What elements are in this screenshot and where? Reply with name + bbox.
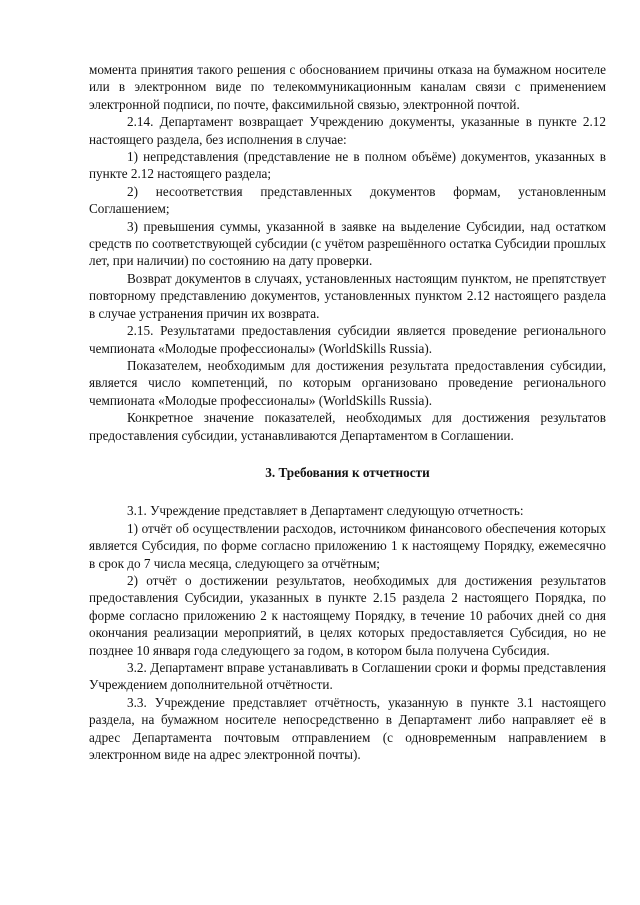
paragraph-indicator: Показателем, необходимым для достижения результата предоставления субсидии, является число компетенций, по которым организовано проведение регионального чемпионата «Молодые профессионалы» (WorldSkills Russia). — [89, 357, 606, 408]
paragraph-3-3: 3.3. Учреждение представляет отчётность, указанную в пункте 3.1 настоящего раздела, на бумажном носителе непосредственно в Департамент либо направляет её в адрес Департамента почтовым отправлением (с одновременным направлением в электронном виде на адрес электронной почты). — [89, 694, 606, 763]
document-page — [89, 61, 606, 763]
paragraph-3-1-item-2: 2) отчёт о достижении результатов, необходимых для достижения результатов предоставления Субсидии, указанных в пункте 2.15 раздела 2 настоящего Порядка, по форме согласно приложению 2 к настоящему Порядку, в течение 10 рабочих дней со дня окончания реализации мероприятий, в целях которых предоставляется Субсидия, но не позднее 10 января года следующего за годом, в котором была получена Субсидия. — [89, 572, 606, 658]
paragraph-indicator-values: Конкретное значение показателей, необходимых для достижения результатов предоставления субсидии, устанавливаются Департаментом в Соглашении. — [89, 410, 606, 443]
paragraph-2-14-item-3: 3) превышения суммы, указанной в заявке на выделение Субсидии, над остатком средств по соответствующей субсидии (с учётом разрешённого остатка Субсидии прошлых лет, при наличии) по состоянию на дату проверки. — [89, 218, 606, 269]
paragraph-3-2: 3.2. Департамент вправе устанавливать в Соглашении сроки и формы представления Учреждением дополнительной отчётности. — [89, 660, 606, 693]
paragraph-2-15: 2.15. Результатами предоставления субсидии является проведение регионального чемпионата «Молодые профессионалы» (WorldSkills Russia). — [89, 323, 606, 356]
section-heading: 3. Требования к отчетности — [265, 464, 430, 480]
paragraph-2-14-item-1: 1) непредставления (представление не в полном объёме) документов, указанных в пункте 2.12 настоящего раздела; — [89, 149, 606, 182]
paragraph-3-1: 3.1. Учреждение представляет в Департамент следующую отчетность: — [127, 503, 524, 519]
paragraph-2-14: 2.14. Департамент возвращает Учреждению документы, указанные в пункте 2.12 настоящего раздела, без исполнения в случае: — [89, 114, 606, 147]
paragraph-continuation: момента принятия такого решения с обоснованием причины отказа на бумажном носителе или в электронном виде по телекоммуникационным каналам связи с применением электронной подписи, по почте, факсимильной связью, электронной почтой. — [89, 62, 606, 112]
paragraph-3-1-item-1: 1) отчёт об осуществлении расходов, источником финансового обеспечения которых является Субсидия, по форме согласно приложению 1 к настоящему Порядку, ежемесячно в срок до 7 числа месяца, следующего за отчётным; — [89, 520, 606, 571]
paragraph-return-documents: Возврат документов в случаях, установленных настоящим пунктом, не препятствует повторному представлению документов, установленных пунктом 2.12 настоящего раздела в случае устранения причин их возврата. — [89, 270, 606, 321]
paragraph-2-14-item-2: 2) несоответствия представленных документов формам, установленным Соглашением; — [89, 183, 606, 217]
